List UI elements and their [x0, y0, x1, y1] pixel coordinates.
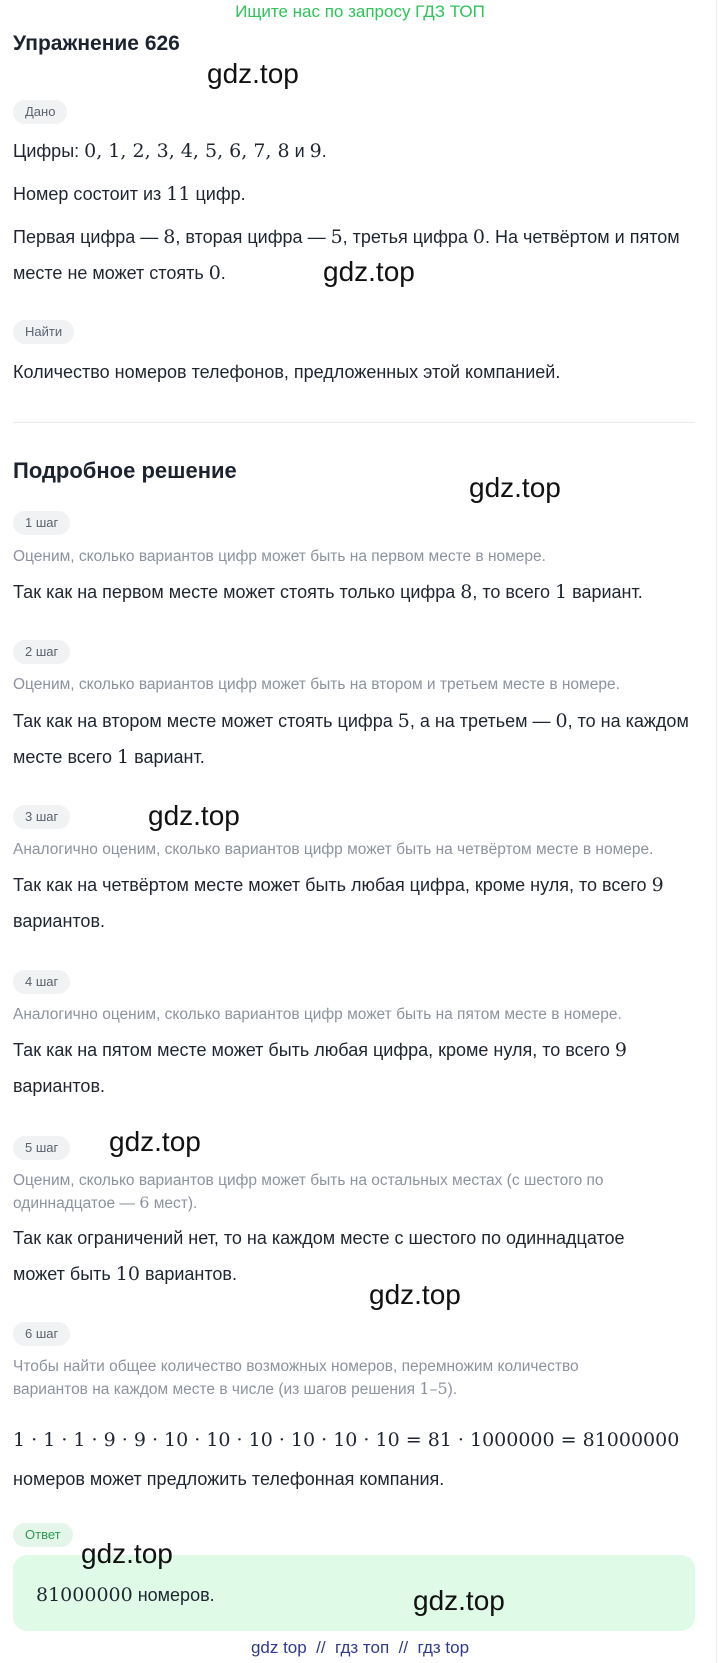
- step-4-tag: 4 шаг: [13, 970, 70, 994]
- step-5-hint-2: одиннадцатое — 6 мест).: [13, 1193, 198, 1212]
- step-6-text: номеров может предложить телефонная компания.: [13, 1469, 445, 1489]
- right-border: [716, 0, 717, 1663]
- step-4-text-1: Так как на пятом месте может быть любая цифра, кроме нуля, то всего 9: [13, 1039, 627, 1061]
- search-banner: Ищите нас по запросу ГДЗ ТОП: [235, 2, 485, 21]
- find-tag: Найти: [13, 320, 74, 344]
- step-1-text: Так как на первом месте может стоять только цифра 8, то всего 1 вариант.: [13, 581, 643, 603]
- step-2-tag: 2 шаг: [13, 640, 70, 664]
- footer-links: gdz top // гдз топ // гдз top: [250, 1638, 470, 1657]
- step-6-tag: 6 шаг: [13, 1322, 70, 1346]
- step-4-text-2: вариантов.: [13, 1076, 106, 1096]
- watermark: gdz.top: [207, 58, 299, 89]
- given-line-length: Номер состоит из 11 цифр.: [13, 183, 246, 205]
- step-6-hint-2: вариантов на каждом месте в числе (из шагов решения 1–5).: [13, 1379, 458, 1398]
- step-5-tag: 5 шаг: [13, 1136, 70, 1160]
- watermark: gdz.top: [148, 800, 240, 831]
- step-3-text-1: Так как на четвёртом месте может быть любая цифра, кроме нуля, то всего 9: [13, 874, 664, 896]
- section-divider: [13, 422, 695, 423]
- watermark: gdz.top: [469, 472, 561, 503]
- watermark: gdz.top: [323, 256, 415, 287]
- step-4-hint: Аналогично оценим, сколько вариантов цифр может быть на пятом месте в номере.: [13, 1006, 622, 1023]
- step-5-text-1: Так как ограничений нет, то на каждом месте с шестого по одиннадцатое: [13, 1228, 625, 1248]
- answer-text: 81000000 номеров.: [36, 1584, 215, 1606]
- step-3-text-2: вариантов.: [13, 911, 106, 931]
- watermark: gdz.top: [109, 1126, 201, 1157]
- step-3-tag: 3 шаг: [13, 805, 70, 829]
- step-1-tag: 1 шаг: [13, 511, 70, 535]
- answer-tag: Ответ: [13, 1523, 73, 1547]
- find-text: Количество номеров телефонов, предложенных этой компанией.: [13, 362, 561, 382]
- step-6-hint-1: Чтобы найти общее количество возможных номеров, перемножим количество: [13, 1358, 579, 1375]
- step-2-hint: Оценим, сколько вариантов цифр может быть на втором и третьем месте в номере.: [13, 676, 620, 693]
- step-3-hint: Аналогично оценим, сколько вариантов цифр может быть на четвёртом месте в номере.: [13, 841, 654, 858]
- step-6-formula: 1 · 1 · 1 · 9 · 9 · 10 · 10 · 10 · 10 · 10 · 10 = 81 · 1000000 = 81000000: [13, 1429, 680, 1451]
- step-5-text-2: может быть 10 вариантов.: [13, 1263, 237, 1285]
- step-5-hint-1: Оценим, сколько вариантов цифр может быть на остальных местах (с шестого по: [13, 1172, 604, 1189]
- solution-title: Подробное решение: [13, 458, 237, 483]
- step-1-hint: Оценим, сколько вариантов цифр может быть на первом месте в номере.: [13, 548, 546, 565]
- given-line-restriction: месте не может стоять 0.: [13, 262, 226, 284]
- watermark: gdz.top: [81, 1538, 173, 1569]
- step-2-text-1: Так как на втором месте может стоять цифра 5, а на третьем — 0, то на каждом: [13, 710, 689, 732]
- watermark: gdz.top: [413, 1585, 505, 1616]
- given-line-digits: Цифры: 0, 1, 2, 3, 4, 5, 6, 7, 8 и 9.: [13, 140, 327, 162]
- page-title: Упражнение 626: [13, 32, 180, 55]
- given-tag: Дано: [13, 100, 67, 124]
- given-line-positions: Первая цифра — 8, вторая цифра — 5, третья цифра 0. На четвёртом и пятом: [13, 226, 680, 248]
- step-2-text-2: месте всего 1 вариант.: [13, 746, 205, 768]
- watermark: gdz.top: [369, 1279, 461, 1310]
